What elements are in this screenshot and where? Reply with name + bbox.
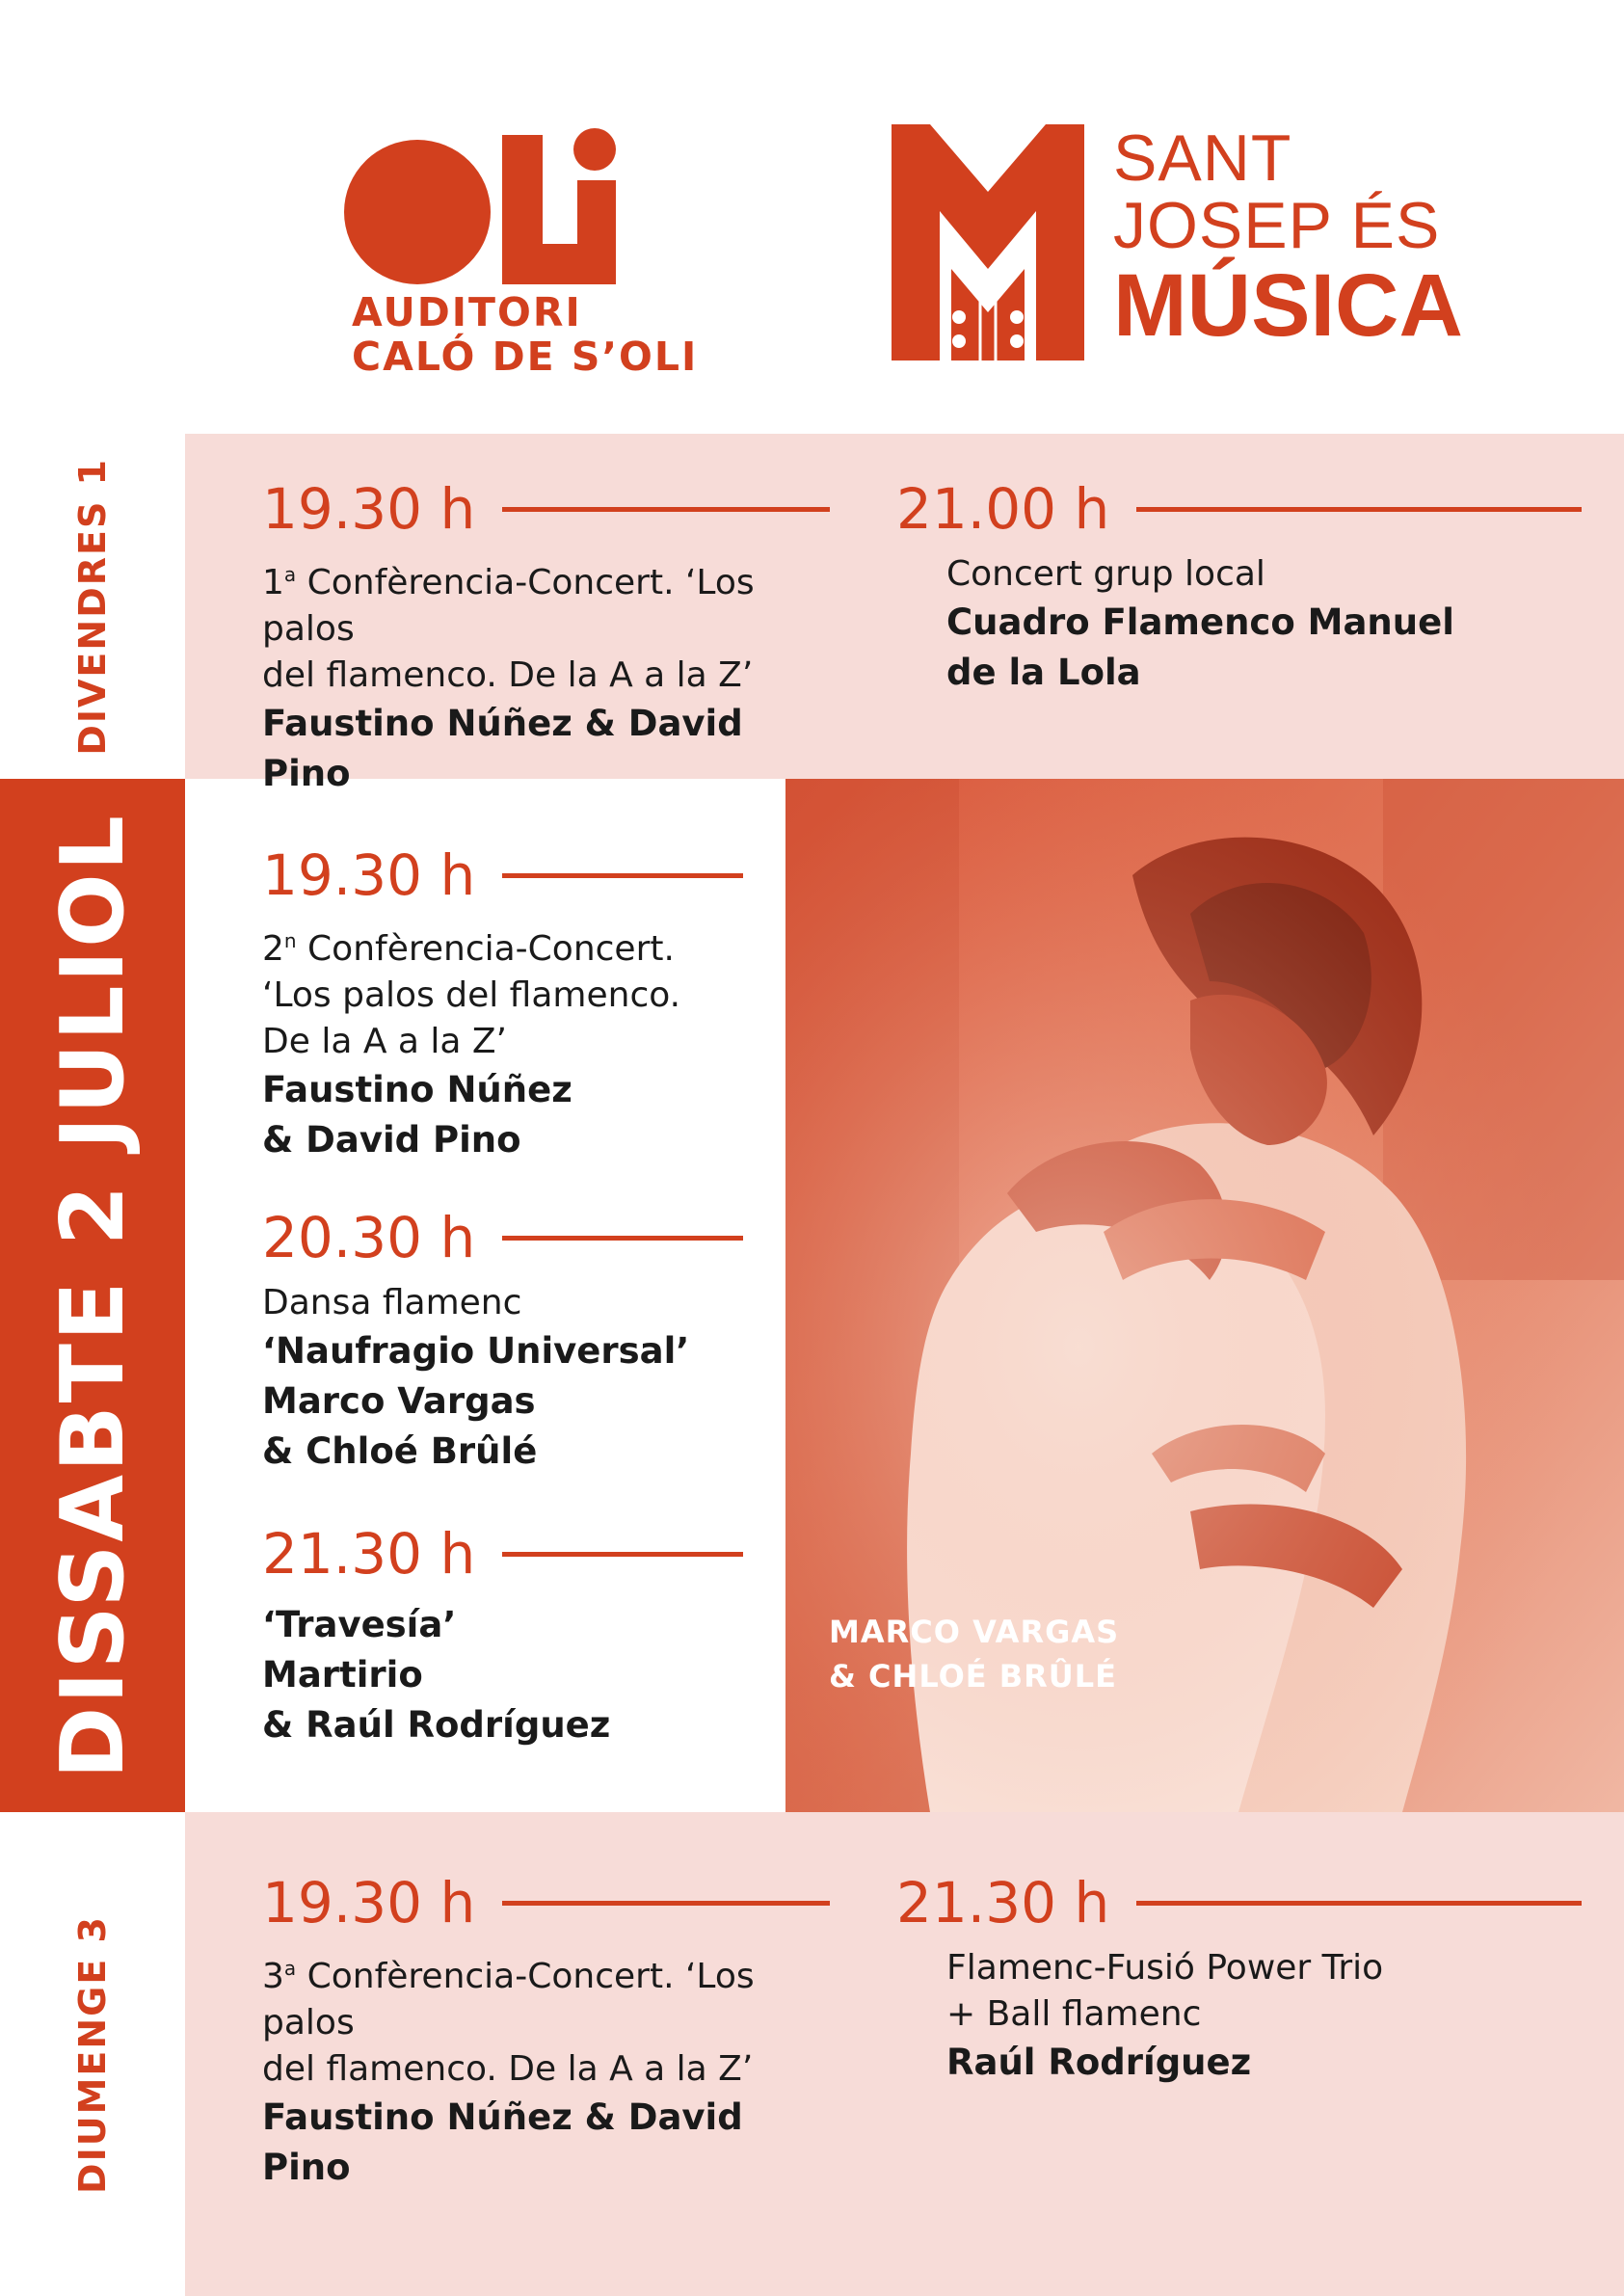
event-description [262,918,763,1065]
time-rule [502,873,743,878]
event-time: 19.30 h [262,842,476,908]
event-description [262,1945,840,2093]
event-performers: Faustino Núñez & David Pino [262,1069,572,1161]
day-label-friday [0,434,185,779]
time-rule [502,1901,830,1906]
event-description: Flamenc-Fusió Power Trio + Ball flamenc [946,1948,1384,2034]
day-label-saturday [0,779,185,1812]
event-desc-text: Confèrencia-Concert. ‘Los palos del flamenco. De la A a la Z’ [262,1957,755,2089]
guitar-m-icon [892,124,1084,360]
event-desc-text: Confèrencia-Concert. ‘Los palos del flamenco. De la A a la Z’ [262,929,681,1061]
event-ordinal-sup: a [283,563,297,586]
event-description [262,551,840,699]
day3-text: DIUMENGE 3 [71,1914,114,2194]
event-saturday-1930 [262,842,763,1165]
photo-caption: MARCO VARGAS & CHLOÉ BRÛLÉ [829,1614,1120,1695]
event-performers: Cuadro Flamenco Manuel de la Lola [946,601,1454,693]
event-performers: ‘Naufragio Universal’ Marco Vargas & Chloé Brûlé [262,1330,690,1472]
event-ordinal: 1 [262,563,284,602]
oli-logo-mark [342,120,670,284]
event-friday-2100 [896,476,1590,698]
event-performers: Faustino Núñez & David Pino [262,703,743,794]
logo-text-line3: MÚSICA [1113,256,1463,355]
event-description: Dansa flamenc [262,1283,522,1322]
time-rule [1136,1901,1582,1906]
day1-text: DIVENDRES 1 [71,457,114,756]
event-time: 21.30 h [896,1870,1110,1936]
logo-text-line1: SANT [1113,121,1292,195]
event-sunday-1930 [262,1870,840,2193]
event-performers: ‘Travesía’ Martirio & Raúl Rodríguez [262,1604,611,1746]
event-time: 21.30 h [262,1521,476,1587]
event-desc-text: Confèrencia-Concert. ‘Los palos del flamenco. De la A a la Z’ [262,563,755,695]
time-rule [502,1236,743,1241]
time-rule [502,1552,743,1557]
event-time: 19.30 h [262,1870,476,1936]
time-rule [502,507,830,512]
event-performers: Raúl Rodríguez [946,2042,1252,2083]
event-sunday-2130 [896,1870,1590,2088]
event-time: 19.30 h [262,476,476,542]
logo-text-line2: JOSEP ÉS [1113,189,1441,262]
performers-photo [785,779,1624,1812]
event-friday-1930 [262,476,840,799]
event-ordinal: 3 [262,1957,284,1996]
logo-auditori-calo-de-soli [342,120,718,381]
event-ordinal-sup: n [283,929,297,952]
day2-text: DISSABTE 2 JULIOL [41,812,144,1779]
event-description: Concert grup local [946,554,1265,594]
event-time: 20.30 h [262,1205,476,1270]
event-time: 21.00 h [896,476,1110,542]
event-saturday-2030 [262,1205,763,1477]
event-saturday-2130 [262,1521,763,1750]
day-label-sunday [0,1812,185,2296]
oli-logo-subtitle: AUDITORI CALÓ DE S’OLI [352,289,699,380]
event-performers: Faustino Núñez & David Pino [262,2096,743,2188]
event-ordinal: 2 [262,929,284,969]
time-rule [1136,507,1582,512]
event-ordinal-sup: a [283,1957,297,1980]
logo-sant-josep-es-musica [892,120,1463,371]
